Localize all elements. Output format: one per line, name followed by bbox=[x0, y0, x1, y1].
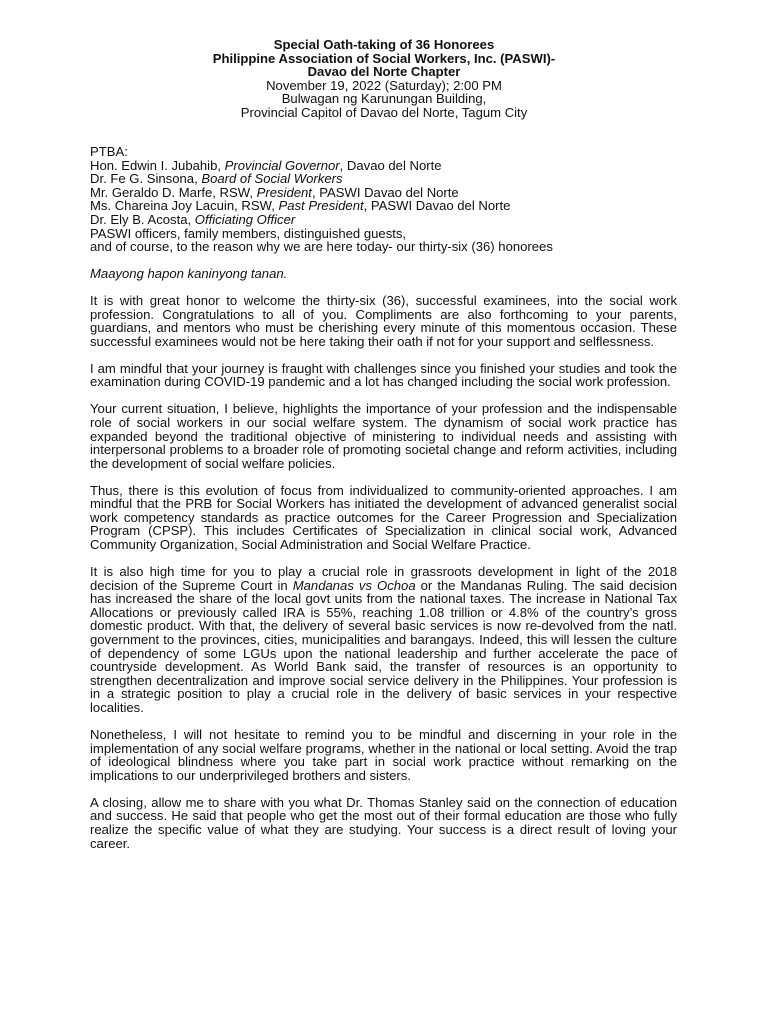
paragraph-reminder: Nonetheless, I will not hesitate to remind you to be mindful and discerning in your role in the implementation of any social welfare programs, whether in the national or local setting. Avoid the trap of ideological blindness where you take part in social work practice without remarking on the implications to our underprivileged brothers and sisters. bbox=[90, 726, 677, 783]
chapter-name: Davao del Norte Chapter bbox=[307, 64, 461, 80]
dignitary-name: Ms. Chareina Joy Lacuin, RSW, bbox=[90, 198, 279, 214]
paragraph-welcome: It is with great honor to welcome the thirty-six (36), successful examinees, into the social work profession. Congratulations to all of you. Compliments are also forthcoming to your parents, guardians, and mentors who must be cherishing every minute of this momentous occasion. These successful examinees would not be here taking their oath if not for your support and selflessness. bbox=[90, 293, 677, 349]
paragraph-closing: A closing, allow me to share with you what Dr. Thomas Stanley said on the connection of education and success. He said that people who get the most out of their formal education are those who fully realize the specific value of what they are studying. Your success is a direct result of loving your career. bbox=[90, 794, 677, 851]
event-location: Provincial Capitol of Davao del Norte, Tagum City bbox=[240, 104, 528, 120]
speech-body bbox=[90, 294, 677, 864]
dignitary-line bbox=[90, 213, 690, 227]
dignitary-title: President bbox=[256, 184, 312, 200]
dignitary-title: Past President bbox=[278, 198, 364, 214]
paragraph-evolution: Thus, there is this evolution of focus from individualized to community-oriented approaches. I am mindful that the PRB for Social Workers has initiated the development of advanced generalist social work competency standards as practice outcomes for the Career Progression and Specialization Program (CPSP). This includes Certificates of Specialization in clinical social work, Advanced Community Organization, Social Administration and Social Welfare Practice. bbox=[90, 482, 677, 553]
guests-line: PASWI officers, family members, distinguished guests, bbox=[90, 225, 407, 241]
dignitary-name: Hon. Edwin I. Jubahib, bbox=[90, 157, 225, 173]
grassroots-text-start: It is also high time for you to play a crucial role in grassroots development in light of the 2018 decision of the Supreme Court in bbox=[90, 564, 677, 593]
honorees-line: and of course, to the reason why we are here today- our thirty-six (36) honorees bbox=[90, 239, 553, 255]
paragraph-importance: Your current situation, I believe, highlights the importance of your profession and the indispensable role of social workers in our social welfare system. The dynamism of social work practice has expanded beyond the traditional objective of ministering to individual needs and assisting with interpersonal problems to a broader role of promoting societal change and reform activities, including the development of social welfare policies. bbox=[90, 401, 677, 471]
event-date: November 19, 2022 (Saturday); 2:00 PM bbox=[266, 77, 502, 93]
ptba-label: PTBA: bbox=[90, 144, 128, 159]
grassroots-text-end: or the Mandanas Ruling. The said decision has increased the share of the local govt units from the national taxes. The increase in National Tax Allocations or previously called IRA is 55%, reaching 1.08 trillion or 4.8% of the country’s gross domestic product. With that, the delivery of several basic services is now re-devolved from the natl. government to the provinces, cities, municipalities and barangays. Indeed, this will lessen the culture of dependency of some LGUs upon the national leadership and further accelerate the pace of countryside development. As World Bank said, the transfer of resources is an opportunity to strengthen decentralization and improve social service delivery in the Philippines. Your profession is in a strategic position to play a crucial role in the delivery of basic services in your respective localities. bbox=[90, 577, 677, 715]
event-title: Special Oath-taking of 36 Honorees bbox=[273, 37, 495, 52]
dignitary-name: Dr. Fe G. Sinsona, bbox=[90, 171, 202, 187]
paragraph-challenges: I am mindful that your journey is fraught with challenges since you finished your studies and took the examination during COVID-19 pandemic and a lot has changed including the social work profession. bbox=[90, 360, 677, 390]
dignitary-line bbox=[90, 199, 690, 213]
document-header bbox=[90, 38, 678, 120]
dignitary-title: Board of Social Workers bbox=[201, 171, 343, 187]
dignitary-title: Officiating Officer bbox=[194, 211, 296, 227]
dignitary-affiliation: , Davao del Norte bbox=[339, 157, 442, 173]
dignitary-name: Dr. Ely B. Acosta, bbox=[90, 211, 195, 227]
dignitary-line bbox=[90, 159, 690, 173]
dignitary-line bbox=[90, 172, 690, 186]
dignitary-affiliation: , PASWI Davao del Norte bbox=[363, 198, 511, 214]
salutation-block bbox=[90, 145, 690, 254]
greeting: Maayong hapon kaninyong tanan. bbox=[90, 266, 288, 281]
event-venue: Bulwagan ng Karunungan Building, bbox=[281, 91, 487, 107]
organization-name: Philippine Association of Social Workers, Inc. (PASWI)- bbox=[212, 50, 556, 66]
dignitary-title: Provincial Governor bbox=[224, 157, 340, 173]
case-name: Mandanas vs Ochoa bbox=[292, 577, 416, 593]
dignitary-line bbox=[90, 186, 690, 200]
paragraph-grassroots bbox=[90, 565, 677, 715]
dignitary-affiliation: , PASWI Davao del Norte bbox=[311, 184, 459, 200]
dignitary-name: Mr. Geraldo D. Marfe, RSW, bbox=[90, 184, 257, 200]
